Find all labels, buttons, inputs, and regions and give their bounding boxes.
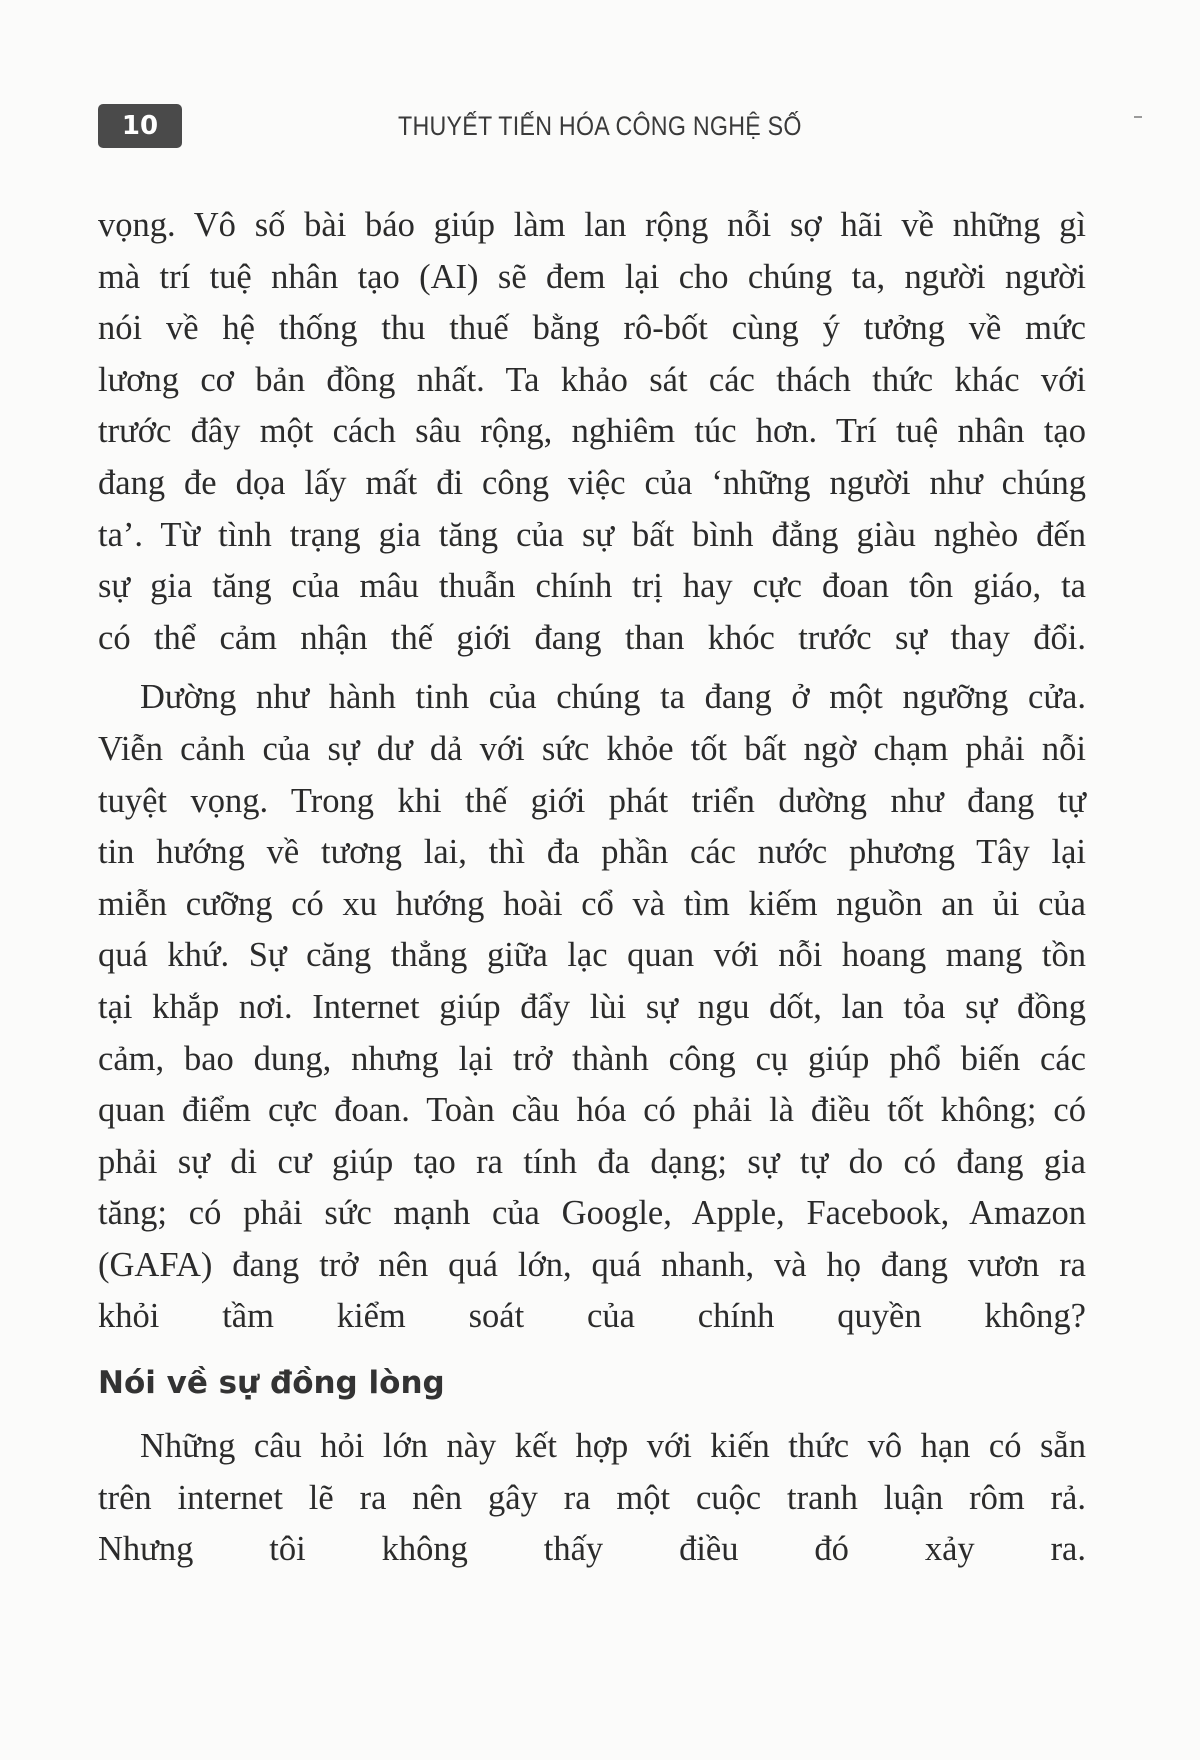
text-line: tại khắp nơi. Internet giúp đẩy lùi sự ngu dốt, lan tỏa sự đồng <box>98 987 1086 1026</box>
section-heading: Nói về sự đồng lòng <box>98 1365 445 1402</box>
text-line: cảm, bao dung, nhưng lại trở thành công cụ giúp phổ biến các <box>98 1039 1086 1078</box>
paragraph-3 <box>98 1421 1086 1576</box>
text-line: sự gia tăng của mâu thuẫn chính trị hay cực đoan tôn giáo, ta <box>98 567 1086 606</box>
text-line: quan điểm cực đoan. Toàn cầu hóa có phải là điều tốt không; có <box>98 1091 1086 1130</box>
text-line: Dường như hành tinh của chúng ta đang ở một ngưỡng cửa. <box>140 678 1086 717</box>
text-line: quá khứ. Sự căng thẳng giữa lạc quan với nỗi hoang mang tồn <box>98 936 1086 975</box>
text-line: mà trí tuệ nhân tạo (AI) sẽ đem lại cho chúng ta, người người <box>98 257 1086 296</box>
text-line: trên internet lẽ ra nên gây ra một cuộc tranh luận rôm rả. <box>98 1478 1086 1517</box>
corner-mark <box>1134 116 1142 118</box>
text-line: miễn cưỡng có xu hướng hoài cổ và tìm kiếm nguồn an ủi của <box>98 884 1086 923</box>
paragraph-gap <box>98 664 1086 672</box>
text-line: vọng. Vô số bài báo giúp làm lan rộng nỗi sợ hãi về những gì <box>98 206 1086 244</box>
text-line: nói về hệ thống thu thuế bằng rô-bốt cùng ý tưởng về mức <box>98 309 1086 348</box>
paragraph-2 <box>98 672 1086 1343</box>
text-line: trước đây một cách sâu rộng, nghiêm túc hơn. Trí tuệ nhân tạo <box>98 412 1086 451</box>
page-number-badge: 10 <box>98 104 182 148</box>
body-text <box>98 200 1086 1576</box>
text-line: ta’. Từ tình trạng gia tăng của sự bất bình đẳng giàu nghèo đến <box>98 515 1086 554</box>
text-line: phải sự di cư giúp tạo ra tính đa dạng; sự tự do có đang gia <box>98 1142 1086 1181</box>
text-line: tuyệt vọng. Trong khi thế giới phát triển dường như đang tự <box>98 781 1086 820</box>
text-line: tin hướng về tương lai, thì đa phần các nước phương Tây lại <box>98 833 1086 872</box>
text-line: (GAFA) đang trở nên quá lớn, quá nhanh, và họ đang vươn ra <box>98 1245 1086 1284</box>
text-line: đang đe dọa lấy mất đi công việc của ‘những người như chúng <box>98 463 1086 502</box>
text-line: Nhưng tôi không thấy điều đó xảy ra. <box>98 1530 1086 1569</box>
text-line: khỏi tầm kiểm soát của chính quyền không? <box>98 1297 1086 1336</box>
paragraph-1 <box>98 200 1086 664</box>
text-line: tăng; có phải sức mạnh của Google, Apple, Facebook, Amazon <box>98 1194 1086 1233</box>
text-line: lương cơ bản đồng nhất. Ta khảo sát các thách thức khác với <box>98 360 1086 399</box>
text-line: có thể cảm nhận thế giới đang than khóc trước sự thay đổi. <box>98 618 1086 657</box>
text-line: Những câu hỏi lớn này kết hợp với kiến thức vô hạn có sẵn <box>140 1427 1086 1466</box>
text-line: Viễn cảnh của sự dư dả với sức khỏe tốt bất ngờ chạm phải nỗi <box>98 729 1086 768</box>
running-title: THUYẾT TIẾN HÓA CÔNG NGHỆ SỐ <box>398 111 802 141</box>
page-header <box>98 104 1108 150</box>
